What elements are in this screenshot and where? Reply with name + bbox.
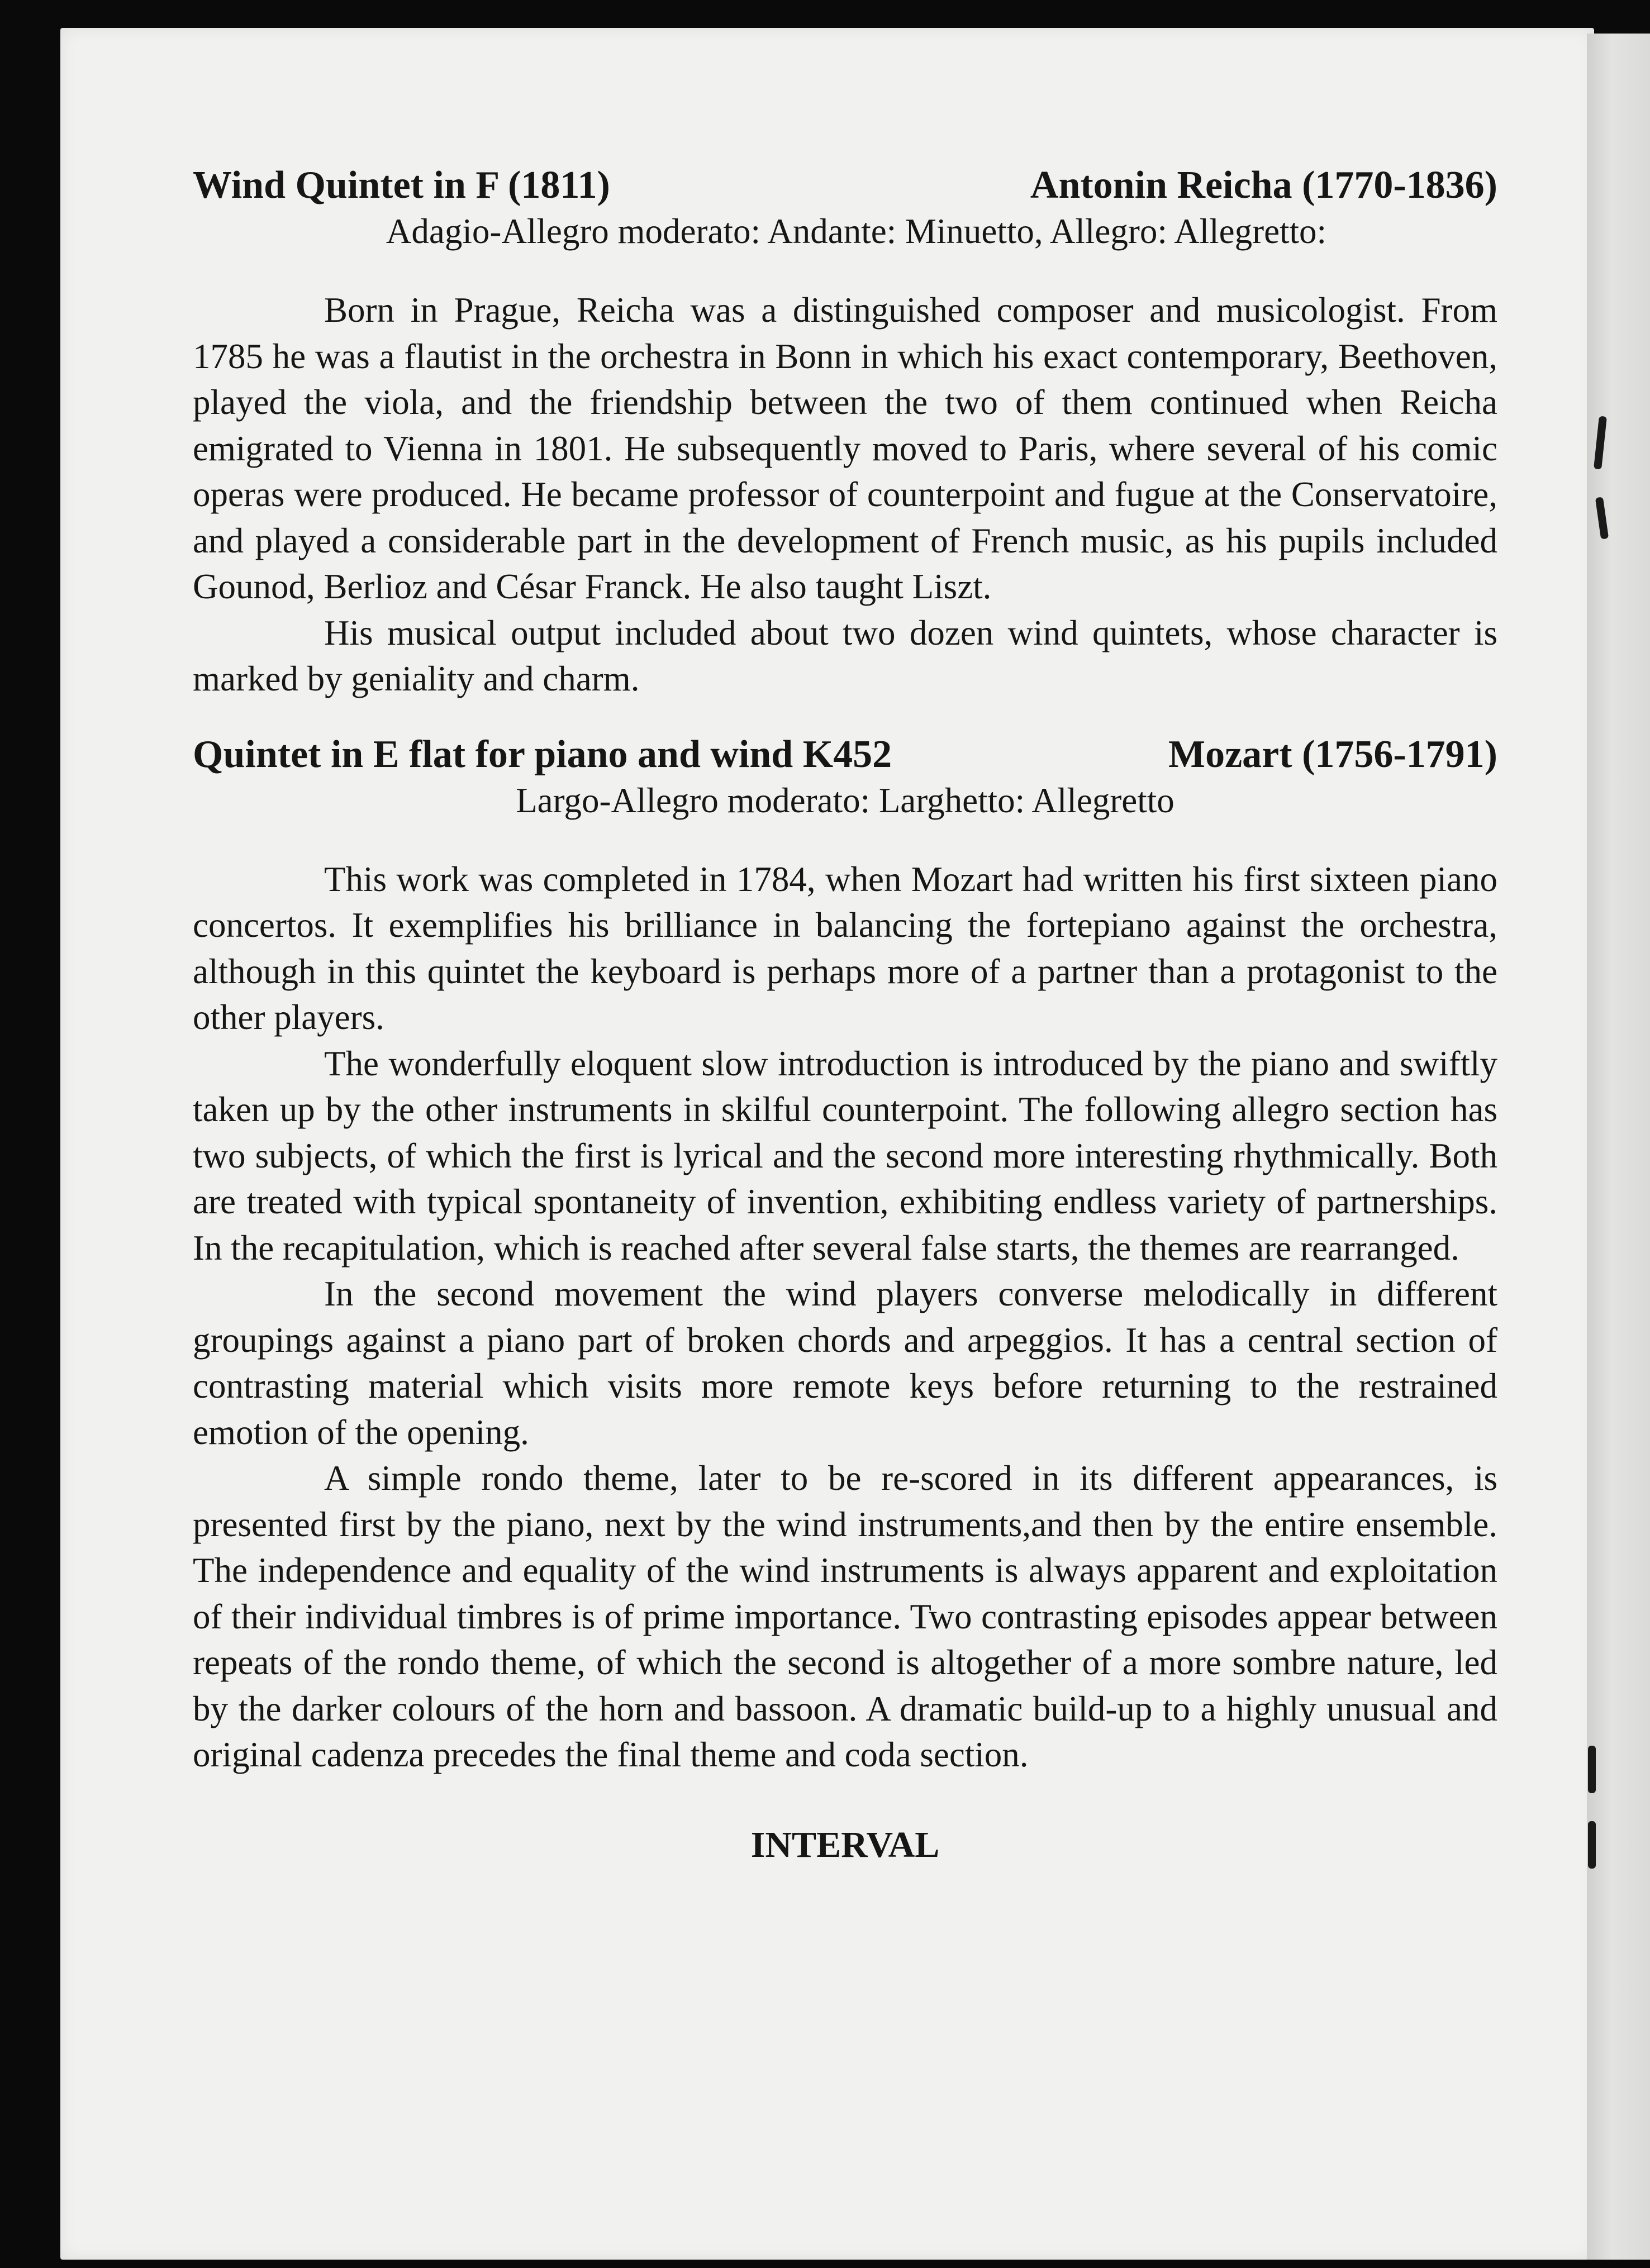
- paragraph: The wonderfully eloquent slow introduction is introduced by the piano and swiftly taken up by the other instruments in skilful counterpoint. The following allegro section has two subjects, of which the first is lyrical and the second more interesting rhythmically. Both are treated with typical spontaneity of invention, exhibiting endless variety of partnerships. In the recapitulation, which is reached after several false starts, the themes are rearranged.: [193, 1044, 1497, 1268]
- composer-name: Antonin Reicha (1770-1836): [1030, 164, 1497, 207]
- paragraph: His musical output included about two dozen wind quintets, whose character is marked by geniality and charm.: [193, 613, 1497, 698]
- paragraph: Born in Prague, Reicha was a distinguished composer and musicologist. From 1785 he was a flautist in the orchestra in Bonn in which his exact contemporary, Beethoven, played the viola, and the friendship between the two of them continued when Reicha emigrated to Vienna in 1801. He subsequently moved to Paris, where several of his comic operas were produced. He became professor of counterpoint and fugue at the Conservatoire, and played a considerable part in the development of French music, as his pupils included Gounod, Berlioz and César Franck. He also taught Liszt.: [193, 290, 1497, 606]
- movement-list: Largo-Allegro moderato: Larghetto: Allegretto: [516, 780, 1175, 820]
- staple-mark-bottom-lower: [1588, 1821, 1596, 1869]
- section-heading-mozart: [193, 731, 1497, 778]
- work-title: Quintet in E flat for piano and wind K452: [193, 732, 892, 776]
- movement-list: Adagio-Allegro moderato: Andante: Minuetto, Allegro: Allegretto:: [386, 212, 1327, 251]
- paragraph: A simple rondo theme, later to be re-scored in its different appearances, is presented first by the piano, next by the wind instruments,and then by the entire ensemble. The independence and equality of the wind instruments is always apparent and exploitation of their individual timbres is of prime importance. Two contrasting episodes appear between repeats of the rondo theme, of which the second is altogether of a more sombre nature, led by the darker colours of the horn and bassoon. A dramatic build-up to a highly unusual and original cadenza precedes the final theme and coda section.: [193, 1459, 1497, 1774]
- programme-notes: [193, 162, 1497, 1867]
- work-title: Wind Quintet in F (1811): [193, 164, 610, 207]
- paragraph: In the second movement the wind players converse melodically in different groupings against a piano part of broken chords and arpeggios. It has a central section of contrasting material which visits more remote keys before returning to the restrained emotion of the opening.: [193, 1274, 1497, 1452]
- section-heading-reicha: [193, 162, 1497, 209]
- staple-mark-bottom: [1588, 1746, 1596, 1793]
- composer-name: Mozart (1756-1791): [1168, 732, 1497, 776]
- paragraph: This work was completed in 1784, when Mozart had written his first sixteen piano concertos. It exemplifies his brilliance in balancing the fortepiano against the orchestra, although in this quintet the keyboard is perhaps more of a partner than a protagonist to the other players.: [193, 859, 1497, 1037]
- page-edge: [1587, 34, 1650, 2260]
- interval-heading: INTERVAL: [750, 1824, 940, 1865]
